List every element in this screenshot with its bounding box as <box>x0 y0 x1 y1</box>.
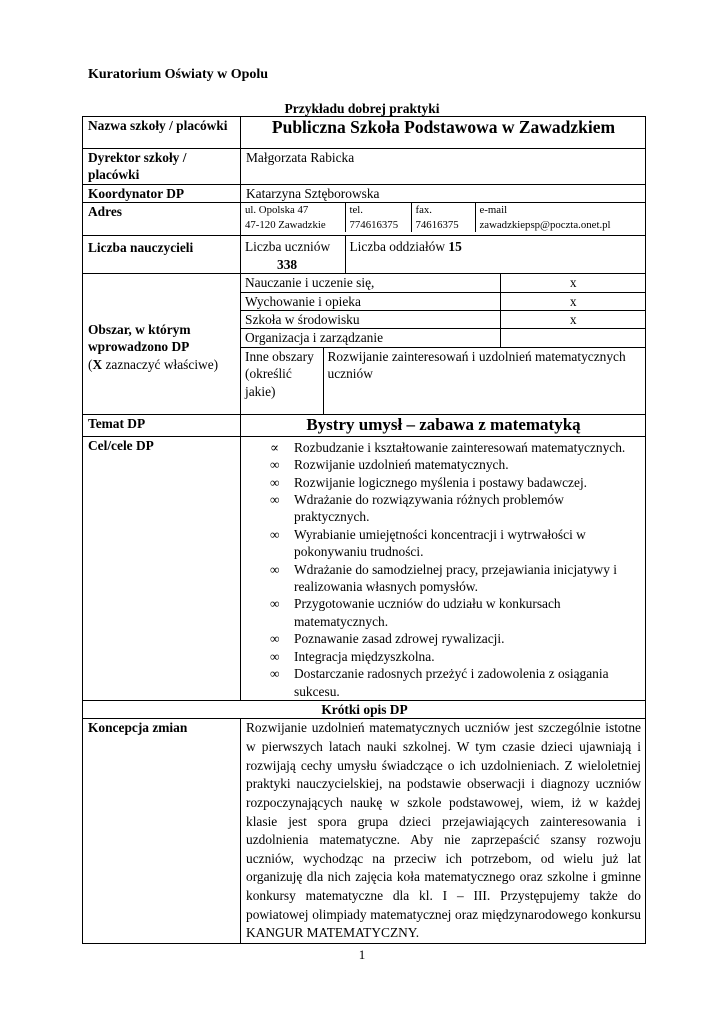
address-table <box>241 203 645 232</box>
goal-item: ∞ Integracja międzyszkolna. <box>270 648 435 664</box>
summary-heading-row <box>83 701 646 719</box>
area-option-mark: x <box>500 292 645 310</box>
area-option <box>241 329 645 347</box>
goal-item: ∝ Rozbudzanie i kształtowanie zainteresowań matematycznych. <box>270 439 626 455</box>
classes-count <box>345 236 645 273</box>
address-street: ul. Opolska 47 <box>245 204 309 217</box>
school-name: Publiczna Szkoła Podstawowa w Zawadzkiem <box>241 117 646 149</box>
concept-text: Rozwijanie uzdolnień matematycznych uczniów jest szczególnie istotne w pierwszych latach nauki szkolnej. W tym czasie dzieci ujawniają i rozwijają cechy umysłu świadczące o ich uzdolnieniach. Z wieloletniej praktyki nauczycielskiej, na podstawie obserwacji i diagnozy uczniów rozpoczynających naukę w szkole podstawowej, wiem, iż w każdej klasie jest spora grupa dzieci przejawiających zainteresowania i uzdolnienia matematyczne. Aby nie zaprzepaścić szansy rozwoju uczniów, wychodząc na przeciw ich potrzebom, od wielu już lat organizuję dla nich zajęcia koła matematycznego oraz szkolne i gminne konkursy matematyczne dla kl. I – III. Przystępujemy także do powiatowej olimpiady matematycznej oraz międzynarodowego konkursu KANGUR MATEMATYCZNY. <box>241 719 646 944</box>
area-label-line2: wprowadzono DP <box>88 339 190 355</box>
infinity-icon: ∞ <box>270 596 280 612</box>
address-email <box>475 203 645 232</box>
concept-row <box>83 719 646 944</box>
goal-item: ∞ Poznawanie zasad zdrowej rywalizacji. <box>270 631 505 647</box>
director-name: Małgorzata Rabicka <box>241 149 646 185</box>
area-option <box>241 274 645 292</box>
area-label-hint: (X zaznaczyć właściwe) <box>88 356 219 372</box>
email-value: zawadzkiepsp@poczta.onet.pl <box>479 218 611 231</box>
school-row <box>83 117 646 149</box>
coordinator-row <box>83 184 646 202</box>
address-phone <box>345 203 411 232</box>
counts-table <box>241 236 645 273</box>
fax-label: fax. <box>415 204 432 217</box>
area-label <box>83 274 241 415</box>
school-label: Nazwa szkoły / placówki <box>83 117 241 149</box>
area-option-label: Nauczanie i uczenie się, <box>241 274 500 292</box>
area-options-table <box>241 274 645 414</box>
director-label: Dyrektor szkoły / placówki <box>83 149 241 185</box>
topic-label: Temat DP <box>83 415 241 436</box>
goal-item: ∞ Rozwijanie logicznego myślenia i postawy badawczej. <box>270 474 588 490</box>
area-label-line1: Obszar, w którym <box>88 322 191 338</box>
infinity-icon: ∞ <box>270 648 280 664</box>
phone-value: 774616375 <box>349 218 399 231</box>
teachers-label: Liczba nauczycieli <box>83 236 241 274</box>
students-label: Liczba uczniów <box>245 239 331 255</box>
area-option-mark: x <box>500 274 645 292</box>
students-count <box>241 236 345 273</box>
goal-item: ∞ Wdrażanie do rozwiązywania różnych problemów praktycznych. <box>270 491 564 525</box>
proportional-icon: ∝ <box>270 439 280 455</box>
goal-item: ∞ Przygotowanie uczniów do udziału w konkursach matematycznych. <box>270 596 561 629</box>
goal-item: ∞ Rozwijanie uzdolnień matematycznych. <box>270 457 509 473</box>
address-fax <box>411 203 475 232</box>
example-title: Przykładu dobrej praktyki <box>284 101 440 116</box>
area-row <box>83 274 646 415</box>
area-option-mark <box>500 329 645 347</box>
page-number: 1 <box>358 947 366 962</box>
goal-item: ∞ Wyrabianie umiejętności koncentracji i wytrwałości w pokonywaniu trudności. <box>270 526 586 560</box>
infinity-icon: ∞ <box>270 666 280 682</box>
fax-value: 74616375 <box>415 218 459 231</box>
good-practice-form <box>82 116 646 944</box>
address-cell <box>241 203 646 236</box>
organization-header: Kuratorium Oświaty w Opolu <box>88 67 269 82</box>
topic-row <box>83 415 646 436</box>
concept-label: Koncepcja zmian <box>83 719 241 944</box>
students-value: 338 <box>277 256 298 272</box>
phone-label: tel. <box>349 204 363 217</box>
area-option-label: Wychowanie i opieka <box>241 292 500 310</box>
goals-label: Cel/cele DP <box>83 436 241 700</box>
summary-heading: Krótki opis DP <box>83 701 646 719</box>
area-other-value: Rozwijanie zainteresowań i uzdolnień matematycznych uczniów <box>323 347 645 414</box>
classes-value: 15 <box>448 239 462 255</box>
area-other-label: Inne obszary (określić jakie) <box>245 348 314 399</box>
infinity-icon: ∞ <box>270 457 280 473</box>
infinity-icon: ∞ <box>270 526 280 542</box>
classes-label: Liczba oddziałów <box>349 239 446 255</box>
area-option <box>241 310 645 328</box>
goals-row <box>83 436 646 700</box>
address-street-city <box>241 203 345 232</box>
goals-list <box>246 437 641 700</box>
infinity-icon: ∞ <box>270 561 280 577</box>
infinity-icon: ∞ <box>270 631 280 647</box>
address-row <box>83 203 646 236</box>
area-option-label: Organizacja i zarządzanie <box>241 329 500 347</box>
topic-value: Bystry umysł – zabawa z matematyką <box>241 415 646 436</box>
area-option <box>241 292 645 310</box>
infinity-icon: ∞ <box>270 474 280 490</box>
address-city: 47-120 Zawadzkie <box>245 218 326 231</box>
goal-item: ∞ Wdrażanie do samodzielnej pracy, przejawiania inicjatywy i realizowania własnych pomysłów. <box>270 561 617 595</box>
teachers-row <box>83 236 646 274</box>
infinity-icon: ∞ <box>270 491 280 507</box>
area-other-row <box>241 347 645 414</box>
director-row <box>83 149 646 185</box>
coordinator-name: Katarzyna Sztęborowska <box>241 184 646 202</box>
area-options <box>241 274 646 415</box>
address-label: Adres <box>83 203 241 236</box>
teachers-cell <box>241 236 646 274</box>
goals-cell <box>241 436 646 700</box>
area-option-label: Szkoła w środowisku <box>241 310 500 328</box>
email-label: e-mail <box>479 204 508 217</box>
area-option-mark: x <box>500 310 645 328</box>
coordinator-label: Koordynator DP <box>83 184 241 202</box>
goal-item: ∞ Dostarczanie radosnych przeżyć i zadowolenia z osiągania sukcesu. <box>270 666 609 699</box>
